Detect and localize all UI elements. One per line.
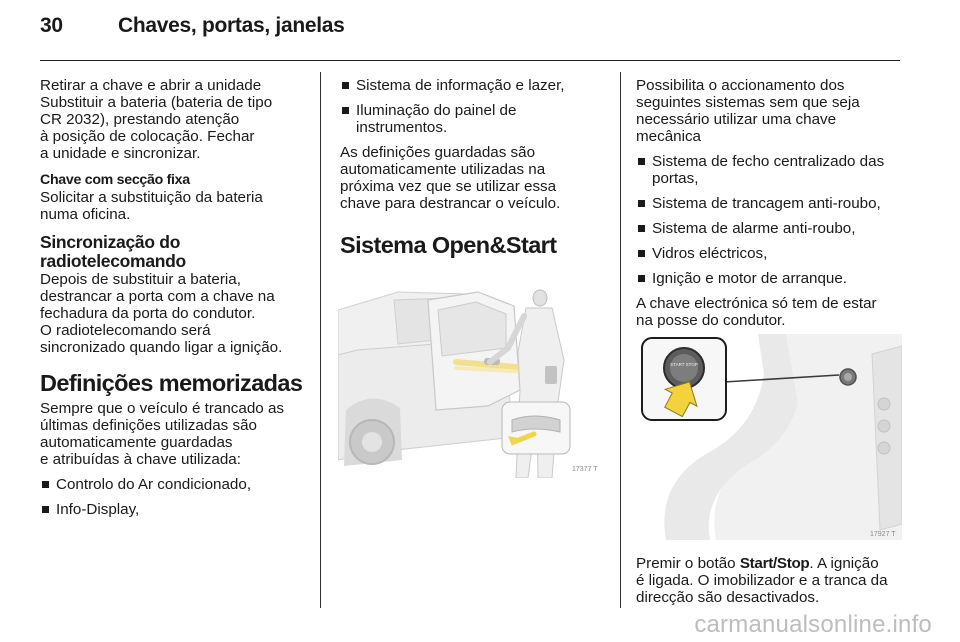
start-stop-button-illustration xyxy=(636,334,902,540)
column-divider-2 xyxy=(620,72,621,608)
memorized-settings-heading: Definições memorizadas xyxy=(40,370,303,396)
list-item: Sistema de informação e lazer, xyxy=(340,77,610,94)
column-divider-1 xyxy=(320,72,321,608)
figure-code: 17377 T xyxy=(572,466,598,473)
start-stop-instructions: Premir o botão Start/Stop. A ignição é ligada. O imobilizador e a tranca da direcção são desactivados. xyxy=(636,555,888,606)
start-stop-button-label: START STOP xyxy=(670,362,698,367)
page-title: Chaves, portas, janelas xyxy=(118,14,345,37)
list-item: Sistema de trancagem anti-roubo, xyxy=(636,195,904,212)
fixed-key-heading: Chave com secção fixa xyxy=(40,172,190,188)
header-rule xyxy=(40,60,900,61)
fixed-key-text: Solicitar a substituição da bateria numa oficina. xyxy=(40,189,263,223)
list-item: Sistema de fecho centralizado das portas, xyxy=(636,153,904,187)
electronic-key-text: A chave electrónica só tem de estar na posse do condutor. xyxy=(636,295,877,329)
figure-code: 17927 T xyxy=(870,531,896,538)
column-3 xyxy=(636,77,904,329)
sync-text: Depois de substituir a bateria, destrancar a porta com a chave na fechadura da porta do condutor. O radiotelecomando será sincronizado quando ligar a ignição. xyxy=(40,271,283,356)
list-item: Info-Display, xyxy=(40,501,310,518)
list-item: Vidros eléctricos, xyxy=(636,245,904,262)
column-1 xyxy=(40,77,310,518)
column-2 xyxy=(340,77,610,258)
watermark: carmanualsonline.info xyxy=(694,611,932,638)
battery-replacement-text: Retirar a chave e abrir a unidade Substituir a bateria (bateria de tipo CR 2032), prestando atenção à posição de colocação. Fechar a unidade e sincronizar. xyxy=(40,77,273,162)
openstart-intro: Possibilita o accionamento dos seguintes sistemas sem que seja necessário utilizar uma chave mecânica xyxy=(636,77,860,145)
list-item: Sistema de alarme anti-roubo, xyxy=(636,220,904,237)
list-item: Controlo do Ar condicionado, xyxy=(40,476,310,493)
sync-heading: Sincronização do radiotelecomando xyxy=(40,232,186,271)
page-number: 30 xyxy=(40,14,63,37)
memorized-settings-text: Sempre que o veículo é trancado as últimas definições utilizadas são automaticamente guardadas e atribuídas à chave utilizada: xyxy=(40,400,284,468)
stored-settings-text: As definições guardadas são automaticamente utilizadas na próxima vez que se utilizar essa chave para destrancar o veículo. xyxy=(340,144,561,212)
openstart-door-illustration xyxy=(338,270,604,478)
openstart-heading: Sistema Open&Start xyxy=(340,232,557,258)
list-item: Iluminação do painel de instrumentos. xyxy=(340,102,610,136)
list-item: Ignição e motor de arranque. xyxy=(636,270,904,287)
